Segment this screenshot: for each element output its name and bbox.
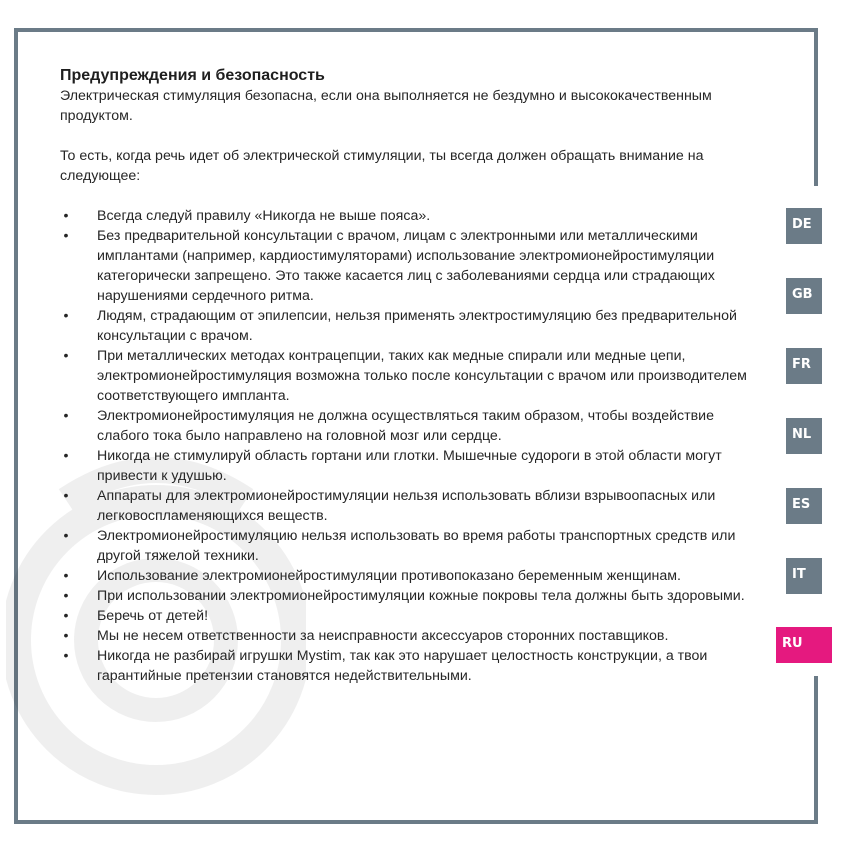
lead-paragraph: То есть, когда речь идет об электрической стимуляции, ты всегда должен обращать внимание на следующее: [60,148,704,184]
bullet-icon: • [63,488,69,504]
warning-item [60,406,765,446]
lang-tab-ru[interactable]: RU [776,627,832,663]
warning-text: Без предварительной консультации с врачом, лицам с электронными или металлическими имплантами (например, кардиостимуляторами) использование электромионейростимуляции категорически запрещено. Это также касается лиц с заболеваниями сердца или страдающих нарушениями сердечного ритма. [97,228,715,304]
warning-item [60,646,765,686]
warning-text: Никогда не разбирай игрушки Mystim, так как это нарушает целостность конструкции, а твои гарантийные претензии становятся недействительными. [97,648,708,684]
warning-text: Людям, страдающим от эпилепсии, нельзя применять электростимуляцию без предварительной консультации с врачом. [97,308,737,344]
bullet-icon: • [63,568,69,584]
warning-item [60,306,765,346]
warning-item [60,226,765,306]
safety-section [60,66,765,686]
warning-text: Аппараты для электромионейростимуляции нельзя использовать вблизи взрывоопасных или легковоспламеняющихся веществ. [97,488,716,524]
warning-item [60,586,765,606]
bullet-icon: • [63,228,69,244]
lang-tab-it[interactable]: IT [786,558,822,594]
bullet-icon: • [63,448,69,464]
warning-text: Мы не несем ответственности за неисправности аксессуаров сторонних поставщиков. [97,628,669,644]
bullet-icon: • [63,628,69,644]
warning-text: Всегда следуй правилу «Никогда не выше пояса». [97,208,431,224]
warning-item [60,626,765,646]
warning-text: Электромионейростимуляция не должна осуществляться таким образом, чтобы воздействие слабого тока было направлено на головной мозг или сердце. [97,408,714,444]
warning-text: Электромионейростимуляцию нельзя использовать во время работы транспортных средств или другой тяжелой техники. [97,528,736,564]
bullet-icon: • [63,208,69,224]
bullet-icon: • [63,608,69,624]
intro-paragraph: Электрическая стимуляция безопасна, если она выполняется не бездумно и высококачественным продуктом. [60,88,712,124]
warning-text: При металлических методах контрацепции, таких как медные спирали или медные цепи, электромионейростимуляция возможна только после консультации с врачом или производителем соответствующего импланта. [97,348,747,404]
lang-tab-de[interactable]: DE [786,208,822,244]
warning-item [60,606,765,626]
warning-item [60,566,765,586]
warning-text: Использование электромионейростимуляции противопоказано беременным женщинам. [97,568,681,584]
bullet-icon: • [63,588,69,604]
warning-text: Никогда не стимулируй область гортани или глотки. Мышечные судороги в этой области могут привести к удушью. [97,448,722,484]
lang-tab-es[interactable]: ES [786,488,822,524]
warning-item [60,346,765,406]
lang-tab-fr[interactable]: FR [786,348,822,384]
bullet-icon: • [63,308,69,324]
section-heading: Предупреждения и безопасность [60,67,325,84]
warning-text: Беречь от детей! [97,608,209,624]
warning-item [60,526,765,566]
warning-text: При использовании электромионейростимуляции кожные покровы тела должны быть здоровыми. [97,588,745,604]
warning-item [60,206,765,226]
lang-tab-gb[interactable]: GB [786,278,822,314]
bullet-icon: • [63,648,69,664]
lang-tab-nl[interactable]: NL [786,418,822,454]
bullet-icon: • [63,348,69,364]
bullet-icon: • [63,408,69,424]
warning-item [60,486,765,526]
warning-item [60,446,765,486]
bullet-icon: • [63,528,69,544]
warnings-list [60,206,765,686]
